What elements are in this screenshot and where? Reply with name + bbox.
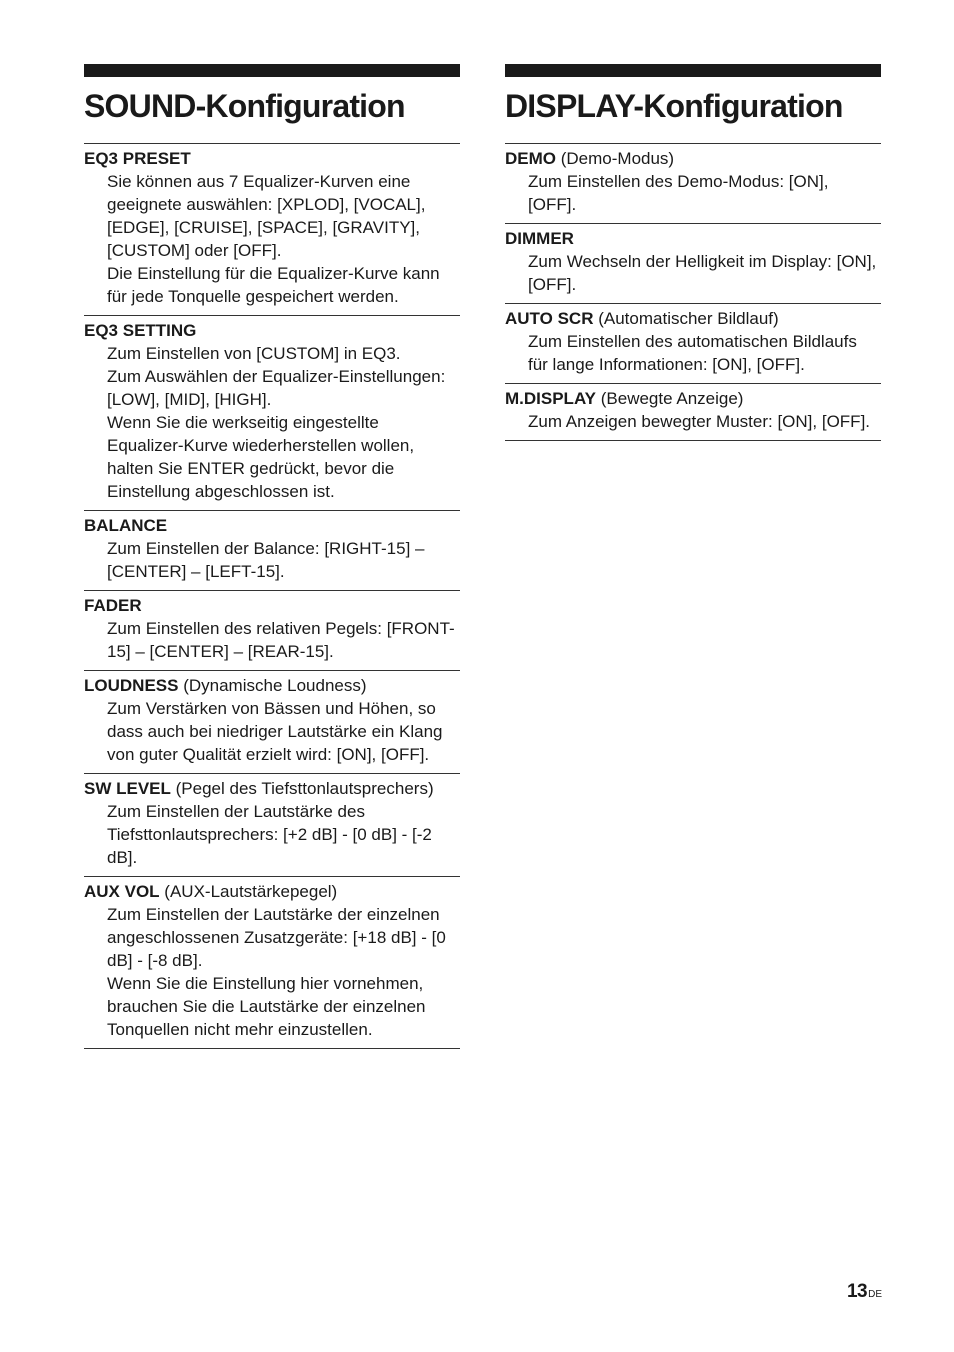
- description-paragraph: Zum Wechseln der Helligkeit im Display: [ON], [OFF].: [528, 252, 877, 294]
- sound-section: [84, 64, 460, 1049]
- setting-header: [84, 674, 460, 697]
- setting-entry: [505, 384, 881, 441]
- sound-section-title: SOUND-Konfiguration: [84, 88, 405, 124]
- setting-entry: [505, 144, 881, 224]
- setting-note: (Bewegte Anzeige): [600, 389, 744, 408]
- description-paragraph: Zum Einstellen des automatischen Bildlaufs für lange Informationen: [ON], [OFF].: [528, 332, 857, 374]
- setting-term: DEMO: [505, 149, 556, 168]
- setting-description: [505, 330, 881, 376]
- setting-term: EQ3 SETTING: [84, 321, 197, 340]
- display-section: [505, 64, 881, 441]
- setting-note: (AUX-Lautstärkepegel): [164, 882, 338, 901]
- setting-header: [505, 387, 881, 410]
- setting-entry: [84, 774, 460, 877]
- setting-description: [84, 617, 460, 663]
- setting-entry: [505, 304, 881, 384]
- setting-header: [84, 514, 460, 537]
- description-paragraph: Zum Einstellen der Lautstärke der einzelnen angeschlossenen Zusatzgeräte: [+18 dB] - [0 dB] - [-8 dB].: [107, 905, 446, 970]
- page-number-value: 13: [846, 1281, 868, 1302]
- description-paragraph: Die Einstellung für die Equalizer-Kurve kann für jede Tonquelle gespeichert werden.: [107, 264, 440, 306]
- setting-description: [505, 410, 881, 433]
- setting-description: [505, 170, 881, 216]
- setting-description: [84, 170, 460, 308]
- setting-entry: [84, 671, 460, 774]
- setting-description: [84, 697, 460, 766]
- setting-description: [84, 903, 460, 1041]
- setting-header: [84, 880, 460, 903]
- setting-term: BALANCE: [84, 516, 168, 535]
- description-paragraph: Zum Einstellen von [CUSTOM] in EQ3.: [107, 344, 401, 363]
- setting-note: (Demo-Modus): [560, 149, 675, 168]
- description-paragraph: Wenn Sie die werkseitig eingestellte Equalizer-Kurve wiederherstellen wollen, halten Sie ENTER gedrückt, bevor die Einstellung abgeschlossen ist.: [107, 413, 415, 501]
- setting-term: LOUDNESS: [84, 676, 179, 695]
- setting-header: [84, 594, 460, 617]
- setting-term: DIMMER: [505, 229, 574, 248]
- setting-entry: [84, 591, 460, 671]
- setting-description: [505, 250, 881, 296]
- description-paragraph: Zum Auswählen der Equalizer-Einstellungen: [LOW], [MID], [HIGH].: [107, 367, 446, 409]
- description-paragraph: Sie können aus 7 Equalizer-Kurven eine geeignete auswählen: [XPLOD], [VOCAL], [EDGE], [CRUISE], [SPACE], [GRAVITY], [CUSTOM] oder [OFF].: [107, 172, 426, 260]
- sound-entries: [84, 143, 460, 1049]
- description-paragraph: Zum Einstellen der Balance: [RIGHT-15] – [CENTER] – [LEFT-15].: [107, 539, 425, 581]
- setting-entry: [84, 144, 460, 316]
- setting-entry: [84, 877, 460, 1049]
- setting-header: [84, 319, 460, 342]
- setting-note: (Pegel des Tiefsttonlautsprechers): [175, 779, 434, 798]
- setting-term: AUTO SCR: [505, 309, 594, 328]
- description-paragraph: Zum Anzeigen bewegter Muster: [ON], [OFF].: [528, 412, 871, 431]
- description-paragraph: Zum Einstellen der Lautstärke des Tiefsttonlautsprechers: [+2 dB] - [0 dB] - [-2 dB].: [107, 802, 432, 867]
- setting-header: [505, 307, 881, 330]
- display-section-title: DISPLAY-Konfiguration: [505, 88, 843, 124]
- setting-header: [84, 777, 460, 800]
- setting-entry: [84, 316, 460, 511]
- section-rule: [84, 64, 460, 77]
- setting-term: M.DISPLAY: [505, 389, 597, 408]
- description-paragraph: Wenn Sie die Einstellung hier vornehmen, brauchen Sie die Lautstärke der einzelnen Tonquellen nicht mehr einzustellen.: [107, 974, 426, 1039]
- display-entries: [505, 143, 881, 441]
- description-paragraph: Zum Verstärken von Bässen und Höhen, so dass auch bei niedriger Lautstärke ein Klang von guter Qualität erzielt wird: [ON], [OFF].: [107, 699, 443, 764]
- setting-header: [84, 147, 460, 170]
- setting-entry: [84, 511, 460, 591]
- setting-description: [84, 800, 460, 869]
- setting-term: SW LEVEL: [84, 779, 171, 798]
- section-rule: [505, 64, 881, 77]
- setting-description: [84, 342, 460, 503]
- description-paragraph: Zum Einstellen des Demo-Modus: [ON], [OFF].: [528, 172, 829, 214]
- setting-term: AUX VOL: [84, 882, 160, 901]
- setting-note: (Dynamische Loudness): [183, 676, 367, 695]
- page-language: DE: [868, 1289, 882, 1300]
- setting-note: (Automatischer Bildlauf): [598, 309, 779, 328]
- setting-header: [505, 227, 881, 250]
- setting-term: FADER: [84, 596, 142, 615]
- setting-description: [84, 537, 460, 583]
- page-number: [847, 1281, 882, 1303]
- setting-term: EQ3 PRESET: [84, 149, 191, 168]
- description-paragraph: Zum Einstellen des relativen Pegels: [FRONT-15] – [CENTER] – [REAR-15].: [107, 619, 455, 661]
- setting-entry: [505, 224, 881, 304]
- setting-header: [505, 147, 881, 170]
